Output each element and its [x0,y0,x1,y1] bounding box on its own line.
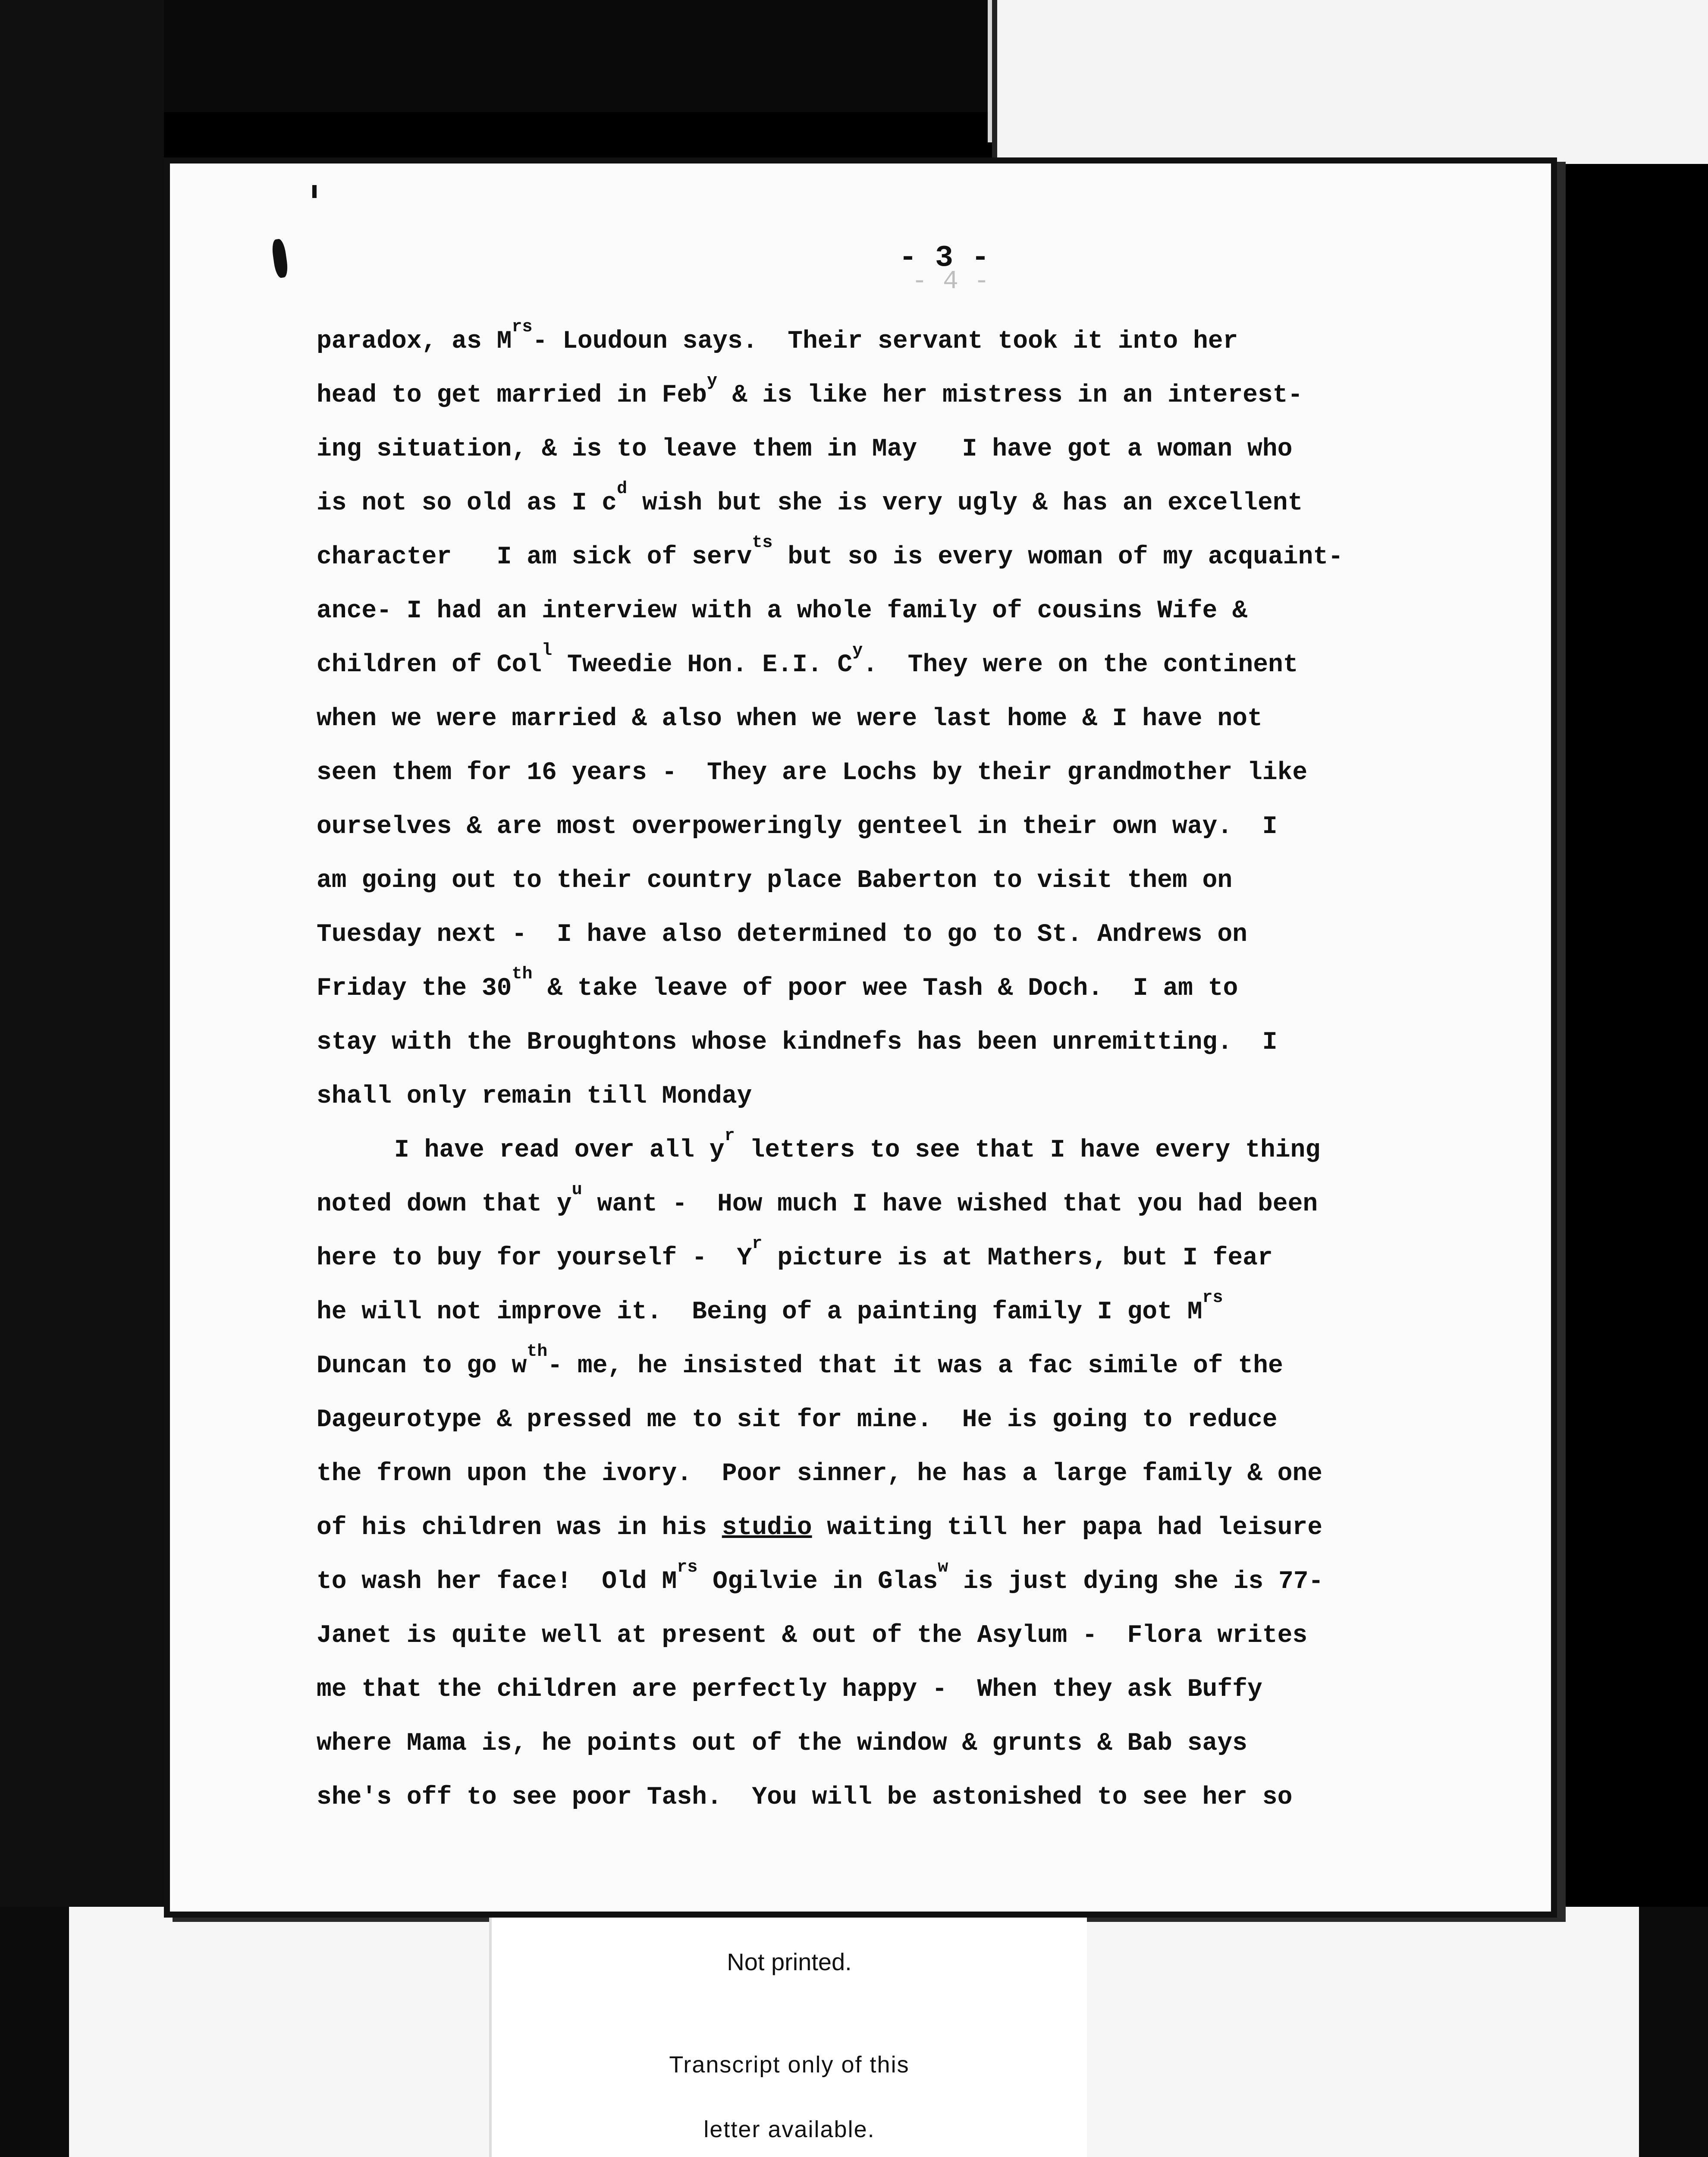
letter-text: picture is at Mathers, but I fear [762,1244,1273,1272]
superscript-abbreviation: rs [677,1558,698,1577]
superscript-abbreviation: r [724,1126,735,1146]
superscript-abbreviation: ts [752,533,773,553]
letter-line [317,854,1567,908]
letter-line [317,1770,1567,1824]
letter-text: me that the children are perfectly happy - When they ask Buffy [317,1676,1262,1704]
letter-text: to wash her face! Old M [317,1568,677,1596]
letter-line [317,584,1567,638]
bleed-through-page-number: - 4 - [912,267,990,296]
letter-text: want - How much I have wished that you had been [582,1190,1318,1218]
superscript-abbreviation: w [938,1558,948,1577]
letter-text: ance- I had an interview with a whole family of cousins Wife & [317,597,1247,625]
letter-line [317,746,1567,800]
letter-line [317,1717,1567,1770]
superscript-abbreviation: th [512,965,533,984]
letter-line [317,530,1567,584]
letter-text: she's off to see poor Tash. You will be astonished to see her so [317,1783,1293,1811]
letter-text: Ogilvie in Glas [697,1568,938,1596]
letter-line [317,1447,1567,1501]
superscript-abbreviation: rs [512,318,533,337]
letter-line [317,1285,1567,1339]
letter-text: Janet is quite well at present & out of the Asylum - Flora writes [317,1622,1308,1650]
letter-text: character I am sick of serv [317,543,752,571]
letter-body [317,314,1567,1824]
letter-line [317,1339,1567,1393]
letter-text: Duncan to go w [317,1352,527,1380]
letter-line [317,638,1567,692]
letter-text: Friday the 30 [317,975,512,1003]
letter-text: & take leave of poor wee Tash & Doch. I am to [532,975,1238,1003]
letter-text: am going out to their country place Baberton to visit them on [317,867,1233,895]
letter-text: stay with the Broughtons whose kindnefs has been unremitting. I [317,1028,1278,1056]
letter-text: here to buy for yourself - Y [317,1244,752,1272]
letter-text: wish but she is very ugly & has an excellent [627,489,1303,517]
letter-text: Tweedie Hon. E.I. C [552,651,853,679]
letter-line [317,1393,1567,1447]
letter-line [317,800,1567,854]
letter-text: Tuesday next - I have also determined to go to St. Andrews on [317,921,1247,949]
letter-line [317,1016,1567,1069]
letter-text: letters to see that I have every thing [735,1136,1321,1164]
letter-text: is not so old as I c [317,489,617,517]
letter-line [317,1231,1567,1285]
letter-line [317,1069,1567,1123]
superscript-abbreviation: d [617,479,628,499]
superscript-abbreviation: l [542,641,553,660]
letter-line [317,1555,1567,1609]
letter-text: noted down that y [317,1190,572,1218]
pen-mark-small [312,185,317,198]
letter-line [317,368,1567,422]
superscript-abbreviation: th [527,1342,548,1361]
letter-line [317,1177,1567,1231]
letter-text: . They were on the continent [863,651,1298,679]
letter-text: ing situation, & is to leave them in May I have got a woman who [317,435,1293,463]
letter-text: - me, he insisted that it was a fac simile of the [547,1352,1283,1380]
letter-line [317,1663,1567,1717]
scan-right-panel [992,0,1708,164]
page-number: - 3 - [899,241,990,275]
letter-line [317,422,1567,476]
letter-text: ourselves & are most overpoweringly genteel in their own way. I [317,813,1278,841]
scan-edge-right [1639,1907,1708,2157]
pen-mark [271,238,289,278]
scan-left-strip [0,0,164,2028]
letter-text: where Mama is, he points out of the window & grunts & Bab says [317,1729,1247,1758]
letter-text: but so is every woman of my acquaint- [772,543,1344,571]
letter-text: he will not improve it. Being of a painting family I got M [317,1298,1203,1326]
letter-text: seen them for 16 years - They are Lochs by their grandmother like [317,759,1308,787]
superscript-abbreviation: r [752,1234,763,1254]
superscript-abbreviation: y [706,371,717,391]
superscript-abbreviation: rs [1202,1288,1223,1308]
letter-line [317,1609,1567,1663]
notice-availability-line: letter available. [703,2116,875,2142]
letter-text: shall only remain till Monday [317,1082,752,1110]
letter-text: children of Col [317,651,542,679]
scan-divider-line [988,0,992,142]
superscript-abbreviation: u [571,1180,582,1200]
letter-text: Dageurotype & pressed me to sit for mine. He is going to reduce [317,1406,1278,1434]
letter-text: of his children was in his [317,1514,722,1542]
letter-line [317,962,1567,1016]
letter-text: I have read over all y [394,1136,725,1164]
letter-line [317,1123,1567,1177]
scan-edge-left [0,1907,69,2157]
letter-line [317,908,1567,962]
letter-text: when we were married & also when we were last home & I have not [317,705,1262,733]
letter-text: - Loudoun says. Their servant took it into her [532,327,1238,355]
letter-line [317,476,1567,530]
notice-not-printed: Not printed. [727,1948,852,1975]
notice-card [492,1918,1087,2157]
letter-text: is just dying she is 77- [948,1568,1324,1596]
notice-transcript-line: Transcript only of this [669,2052,910,2078]
letter-text: & is like her mistress in an interest- [717,381,1303,409]
underlined-word: studio [722,1514,812,1542]
letter-text: waiting till her papa had leisure [812,1514,1323,1542]
letter-line [317,1501,1567,1555]
typed-letter-page [164,157,1557,1918]
letter-text: the frown upon the ivory. Poor sinner, he has a large family & one [317,1460,1322,1488]
letter-text: paradox, as M [317,327,512,355]
letter-line [317,314,1567,368]
letter-line [317,692,1567,746]
letter-text: head to get married in Feb [317,381,707,409]
superscript-abbreviation: y [852,641,863,660]
